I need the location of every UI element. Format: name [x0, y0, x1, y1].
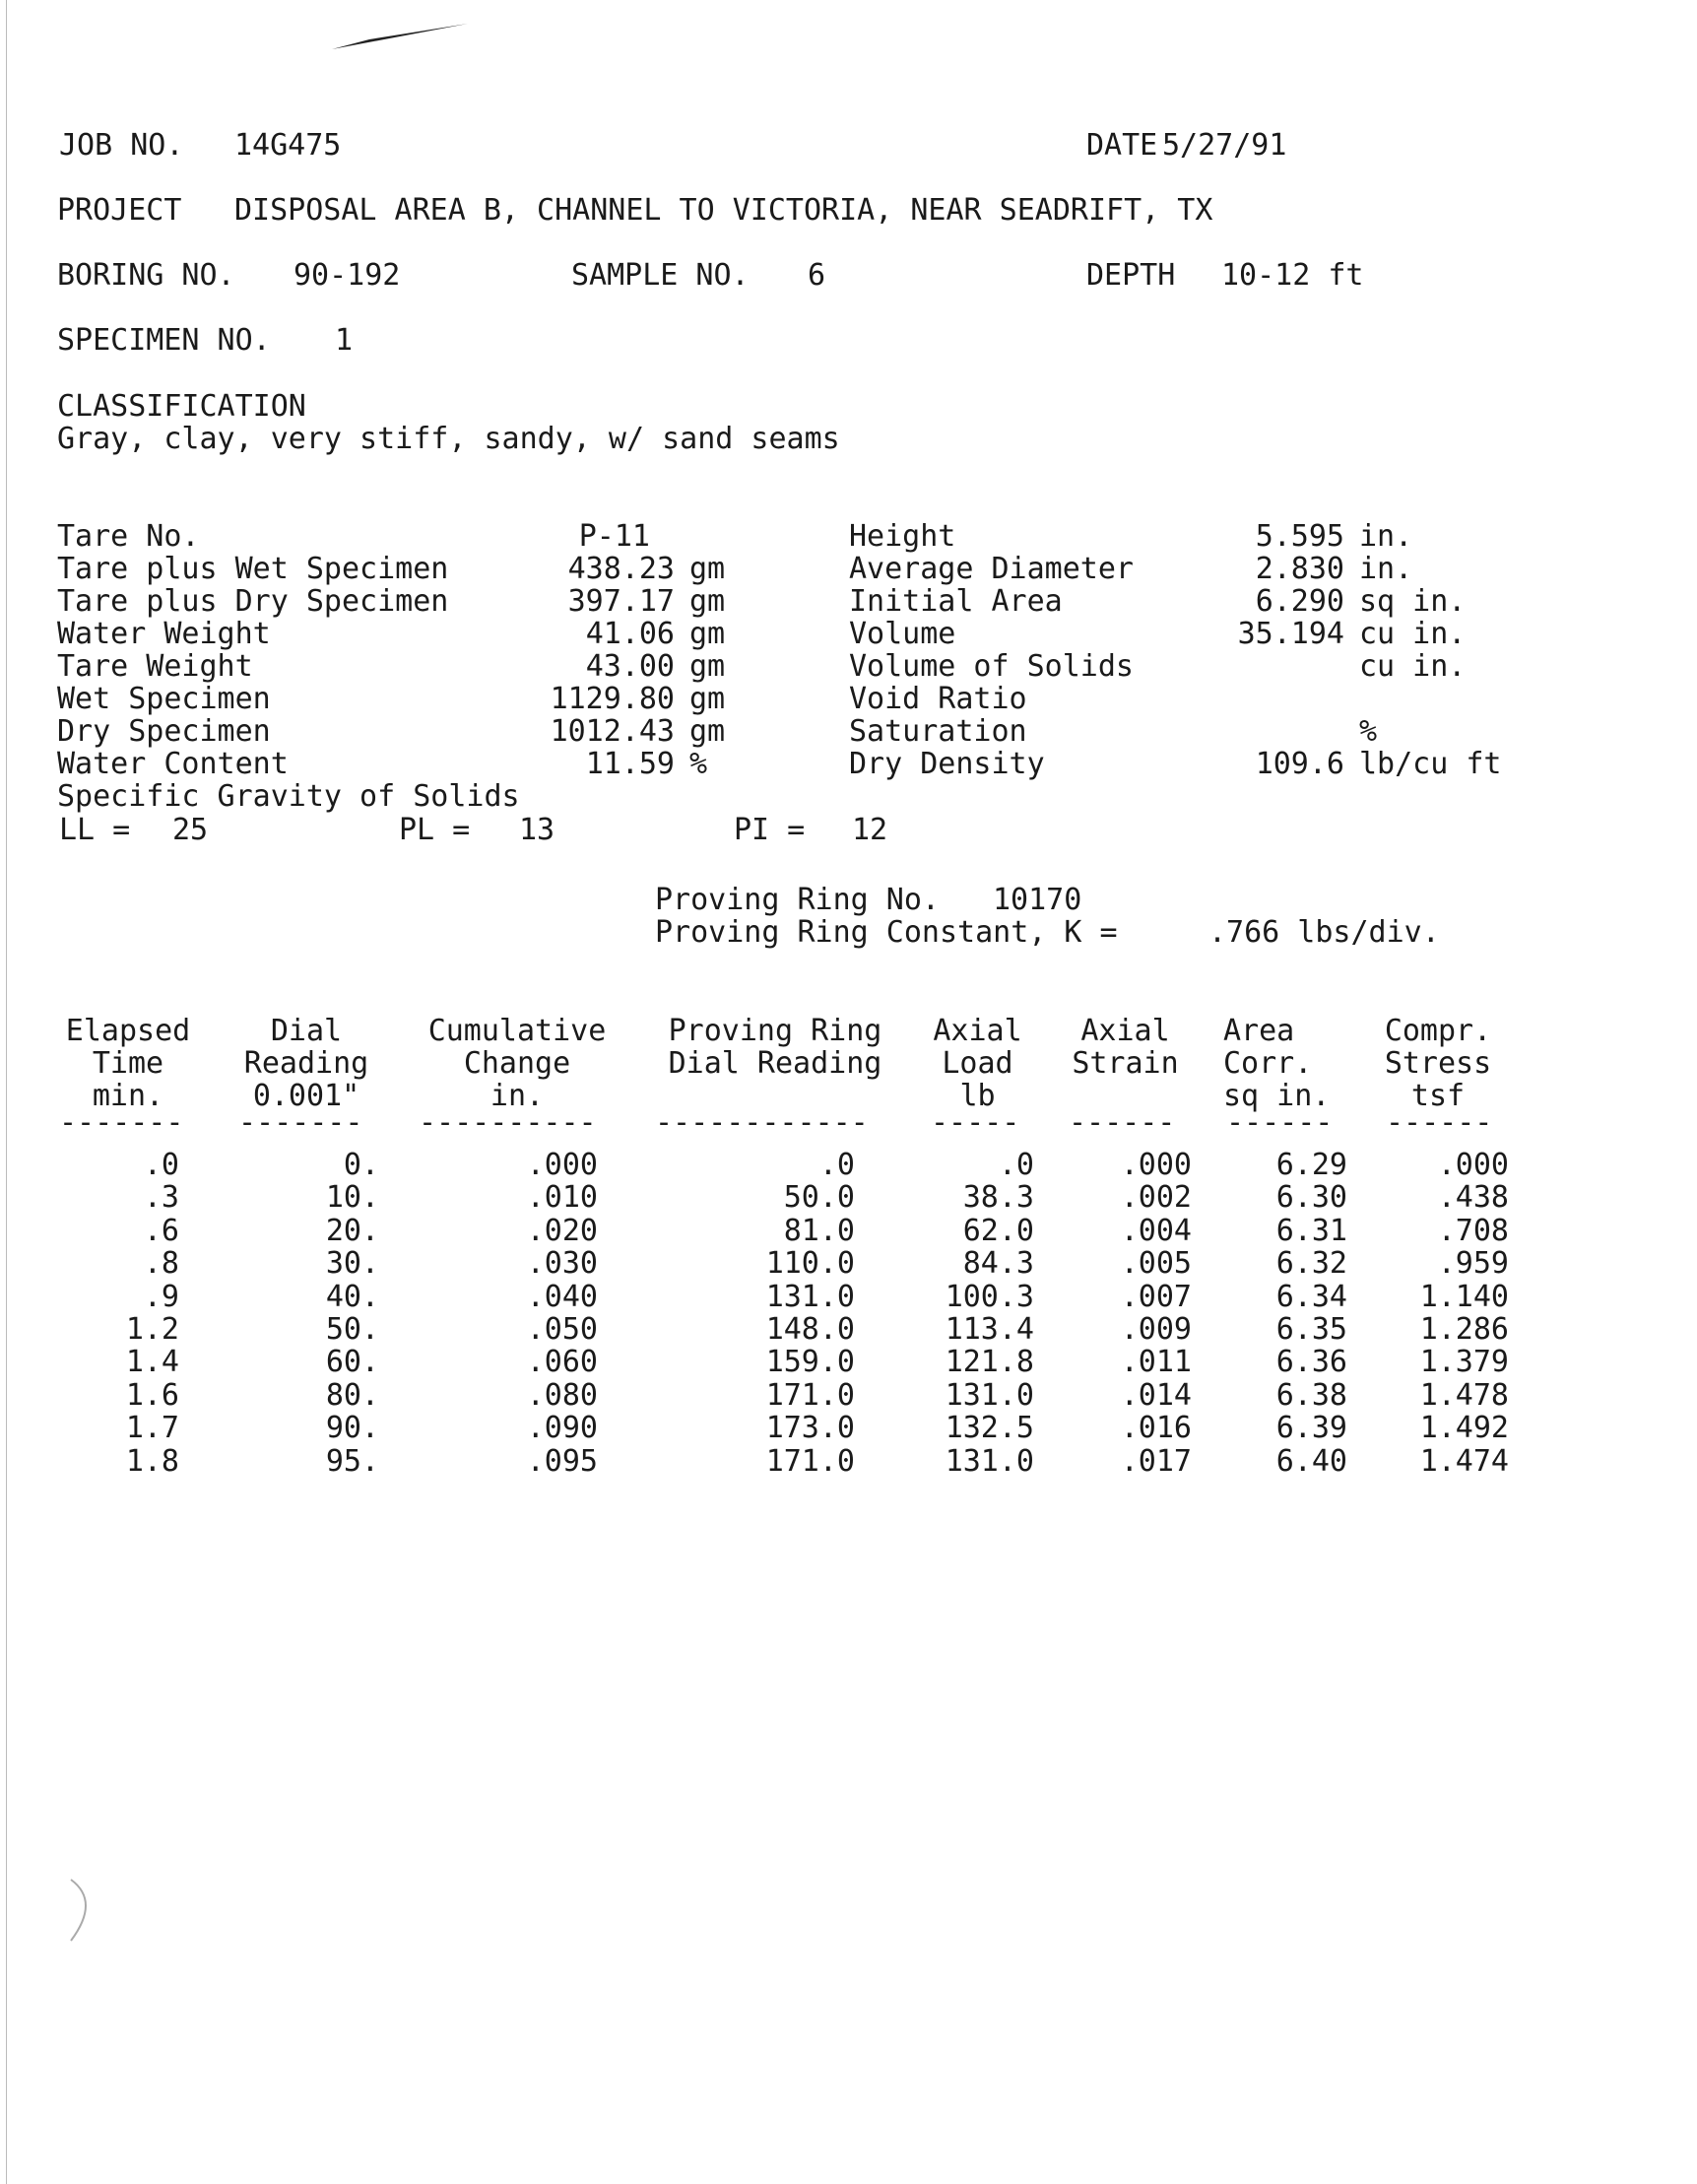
table-cell: 60. — [325, 1345, 379, 1380]
proving-ring-constant-value: .766 lbs/div. — [1208, 915, 1440, 950]
pi-value: 12 — [852, 813, 888, 847]
prop-label: Saturation — [849, 714, 1027, 749]
table-cell: 1.2 — [125, 1312, 179, 1347]
table-cell: 50.0 — [783, 1180, 855, 1216]
table-cell: 6.30 — [1275, 1180, 1347, 1216]
prop-value: 438.23 — [567, 552, 675, 586]
table-cell: 40. — [325, 1279, 379, 1314]
prop-value: 11.59 — [585, 747, 675, 781]
table-cell: .000 — [526, 1148, 598, 1182]
table-cell: .011 — [1120, 1345, 1192, 1380]
table-cell: .017 — [1120, 1443, 1192, 1479]
prop-unit: cu in. — [1359, 617, 1467, 651]
prop-value: 1129.80 — [550, 682, 675, 716]
column-header: tsf — [1410, 1079, 1466, 1113]
sample-no-label: SAMPLE NO. — [571, 258, 750, 293]
table-cell: 1.379 — [1419, 1345, 1509, 1380]
prop-value: 397.17 — [567, 584, 675, 619]
prop-label: Tare plus Dry Specimen — [57, 584, 449, 619]
table-cell: 90. — [325, 1411, 379, 1446]
prop-unit: in. — [1359, 552, 1413, 586]
punch-hole-mark — [51, 1872, 110, 1951]
specific-gravity-label: Specific Gravity of Solids — [57, 779, 520, 814]
table-cell: 50. — [325, 1312, 379, 1347]
table-cell: .090 — [526, 1411, 598, 1446]
table-cell: .060 — [526, 1345, 598, 1380]
table-cell: 1.6 — [125, 1377, 179, 1413]
column-header: in. — [490, 1079, 545, 1113]
column-header: min. — [92, 1079, 164, 1113]
table-cell: 6.29 — [1275, 1148, 1347, 1182]
table-cell: .020 — [526, 1213, 598, 1248]
table-cell: 1.7 — [125, 1411, 179, 1446]
table-cell: .0 — [143, 1148, 179, 1182]
classification-label: CLASSIFICATION — [57, 389, 306, 424]
header-underline: ------ — [1386, 1105, 1493, 1140]
prop-label: Initial Area — [849, 584, 1063, 619]
table-cell: 1.4 — [125, 1345, 179, 1380]
column-header: Cumulative — [427, 1014, 607, 1048]
table-cell: 20. — [325, 1213, 379, 1248]
table-cell: .9 — [143, 1279, 179, 1314]
table-cell: 38.3 — [962, 1180, 1034, 1216]
table-cell: 81.0 — [783, 1213, 855, 1248]
prop-value: 109.6 — [1255, 747, 1344, 781]
classification-value: Gray, clay, very stiff, sandy, w/ sand seams — [57, 422, 840, 456]
table-cell: .0 — [818, 1148, 855, 1182]
table-cell: 110.0 — [765, 1246, 855, 1282]
column-header: 0.001" — [252, 1079, 360, 1113]
column-header: Area — [1223, 1014, 1295, 1048]
table-cell: 131.0 — [765, 1279, 855, 1314]
header-underline: ------ — [1226, 1105, 1334, 1140]
column-header: Dial Reading — [668, 1046, 882, 1081]
header-underline: ---------- — [419, 1105, 597, 1140]
column-header: Axial — [1080, 1014, 1170, 1048]
table-cell: .8 — [143, 1246, 179, 1282]
table-cell: 131.0 — [945, 1377, 1034, 1413]
proving-ring-constant-label: Proving Ring Constant, K = — [655, 915, 1118, 950]
prop-label: Water Weight — [57, 617, 271, 651]
table-cell: 1.8 — [125, 1443, 179, 1479]
boring-no-label: BORING NO. — [57, 258, 235, 293]
date-label: DATE — [1086, 128, 1158, 163]
table-cell: 6.39 — [1275, 1411, 1347, 1446]
table-cell: 131.0 — [945, 1443, 1034, 1479]
table-cell: .007 — [1120, 1279, 1192, 1314]
table-cell: .005 — [1120, 1246, 1192, 1282]
table-cell: .6 — [143, 1213, 179, 1248]
table-cell: 6.38 — [1275, 1377, 1347, 1413]
pen-stroke-mark — [330, 18, 478, 57]
table-cell: .050 — [526, 1312, 598, 1347]
prop-unit: in. — [1359, 519, 1413, 554]
prop-label: Water Content — [57, 747, 289, 781]
depth-value: 10-12 ft — [1221, 258, 1364, 293]
prop-label: Height — [849, 519, 956, 554]
column-header: Time — [92, 1046, 164, 1081]
table-cell: .0 — [998, 1148, 1034, 1182]
boring-no-value: 90-192 — [294, 258, 401, 293]
table-cell: 121.8 — [945, 1345, 1034, 1380]
header-underline: ------------ — [655, 1105, 869, 1140]
pi-label: PI = — [734, 813, 806, 847]
column-header: Load — [942, 1046, 1013, 1081]
prop-unit: lb/cu ft — [1359, 747, 1502, 781]
table-cell: 1.478 — [1419, 1377, 1509, 1413]
header-underline: ------- — [59, 1105, 184, 1140]
table-cell: 6.34 — [1275, 1279, 1347, 1314]
column-header: Stress — [1384, 1046, 1492, 1081]
ll-value: 25 — [172, 813, 209, 847]
table-cell: 132.5 — [945, 1411, 1034, 1446]
table-cell: 148.0 — [765, 1312, 855, 1347]
table-cell: 1.140 — [1419, 1279, 1509, 1314]
table-cell: .014 — [1120, 1377, 1192, 1413]
table-cell: 6.36 — [1275, 1345, 1347, 1380]
table-cell: 1.286 — [1419, 1312, 1509, 1347]
table-cell: 0. — [343, 1148, 379, 1182]
table-cell: 100.3 — [945, 1279, 1034, 1314]
table-cell: .000 — [1437, 1148, 1509, 1182]
prop-label: Volume of Solids — [849, 649, 1134, 684]
prop-unit: gm — [689, 552, 726, 586]
table-cell: .438 — [1437, 1180, 1509, 1216]
prop-value: 41.06 — [585, 617, 675, 651]
table-cell: 80. — [325, 1377, 379, 1413]
prop-label: Tare No. — [57, 519, 200, 554]
column-header: Proving Ring — [668, 1014, 882, 1048]
column-header: Corr. — [1223, 1046, 1313, 1081]
specimen-no-value: 1 — [335, 323, 354, 358]
prop-label: Volume — [849, 617, 956, 651]
table-cell: .004 — [1120, 1213, 1192, 1248]
prop-label: Average Diameter — [849, 552, 1134, 586]
table-cell: 6.40 — [1275, 1443, 1347, 1479]
column-header: sq in. — [1223, 1079, 1331, 1113]
table-cell: .002 — [1120, 1180, 1192, 1216]
prop-value: 43.00 — [585, 649, 675, 684]
column-header: Strain — [1072, 1046, 1179, 1081]
table-cell: .095 — [526, 1443, 598, 1479]
table-cell: .3 — [143, 1180, 179, 1216]
table-cell: 62.0 — [962, 1213, 1034, 1248]
prop-unit: gm — [689, 584, 726, 619]
table-cell: 113.4 — [945, 1312, 1034, 1347]
table-cell: .009 — [1120, 1312, 1192, 1347]
proving-ring-no-label: Proving Ring No. — [655, 883, 940, 917]
prop-value: 1012.43 — [550, 714, 675, 749]
prop-unit: % — [1359, 714, 1378, 749]
table-cell: .959 — [1437, 1246, 1509, 1282]
sample-no-value: 6 — [808, 258, 826, 293]
proving-ring-no-value: 10170 — [993, 883, 1082, 917]
prop-unit: sq in. — [1359, 584, 1467, 619]
pl-label: PL = — [399, 813, 471, 847]
column-header: Change — [463, 1046, 571, 1081]
specimen-no-label: SPECIMEN NO. — [57, 323, 271, 358]
prop-label: Void Ratio — [849, 682, 1027, 716]
header-underline: ------ — [1069, 1105, 1176, 1140]
prop-value: P-11 — [578, 519, 650, 554]
column-header: Reading — [243, 1046, 369, 1081]
project-value: DISPOSAL AREA B, CHANNEL TO VICTORIA, NEAR SEADRIFT, TX — [234, 193, 1213, 228]
column-header: Elapsed — [65, 1014, 191, 1048]
column-header: lb — [959, 1079, 996, 1113]
prop-label: Dry Density — [849, 747, 1045, 781]
prop-unit: gm — [689, 714, 726, 749]
prop-value: 5.595 — [1255, 519, 1344, 554]
pl-value: 13 — [519, 813, 555, 847]
prop-label: Dry Specimen — [57, 714, 271, 749]
table-cell: 6.32 — [1275, 1246, 1347, 1282]
table-cell: .010 — [526, 1180, 598, 1216]
table-cell: 171.0 — [765, 1443, 855, 1479]
table-cell: 171.0 — [765, 1377, 855, 1413]
table-cell: 1.474 — [1419, 1443, 1509, 1479]
prop-label: Tare plus Wet Specimen — [57, 552, 449, 586]
table-cell: 84.3 — [962, 1246, 1034, 1282]
page-edge-line — [6, 0, 7, 2184]
table-cell: 159.0 — [765, 1345, 855, 1380]
column-header: Axial — [933, 1014, 1022, 1048]
prop-label: Wet Specimen — [57, 682, 271, 716]
header-underline: ----- — [931, 1105, 1020, 1140]
prop-unit: gm — [689, 682, 726, 716]
prop-value: 6.290 — [1255, 584, 1344, 619]
header-underline: ------- — [238, 1105, 363, 1140]
prop-label: Tare Weight — [57, 649, 253, 684]
prop-value: 35.194 — [1237, 617, 1344, 651]
prop-unit: gm — [689, 649, 726, 684]
prop-value: 2.830 — [1255, 552, 1344, 586]
table-cell: .000 — [1120, 1148, 1192, 1182]
table-cell: .080 — [526, 1377, 598, 1413]
table-cell: .016 — [1120, 1411, 1192, 1446]
table-cell: 6.31 — [1275, 1213, 1347, 1248]
job-no-value: 14G475 — [234, 128, 342, 163]
column-header: Dial — [270, 1014, 343, 1048]
table-cell: 95. — [325, 1443, 379, 1479]
table-cell: 1.492 — [1419, 1411, 1509, 1446]
table-cell: .040 — [526, 1279, 598, 1314]
prop-unit: gm — [689, 617, 726, 651]
prop-unit: % — [689, 747, 708, 781]
date-value: 5/27/91 — [1162, 128, 1287, 163]
ll-label: LL = — [59, 813, 131, 847]
table-cell: 173.0 — [765, 1411, 855, 1446]
column-header: Compr. — [1384, 1014, 1492, 1048]
table-cell: 10. — [325, 1180, 379, 1216]
depth-label: DEPTH — [1086, 258, 1176, 293]
table-cell: .708 — [1437, 1213, 1509, 1248]
project-label: PROJECT — [57, 193, 182, 228]
prop-unit: cu in. — [1359, 649, 1467, 684]
table-cell: .030 — [526, 1246, 598, 1282]
job-no-label: JOB NO. — [59, 128, 184, 163]
table-cell: 6.35 — [1275, 1312, 1347, 1347]
table-cell: 30. — [325, 1246, 379, 1282]
